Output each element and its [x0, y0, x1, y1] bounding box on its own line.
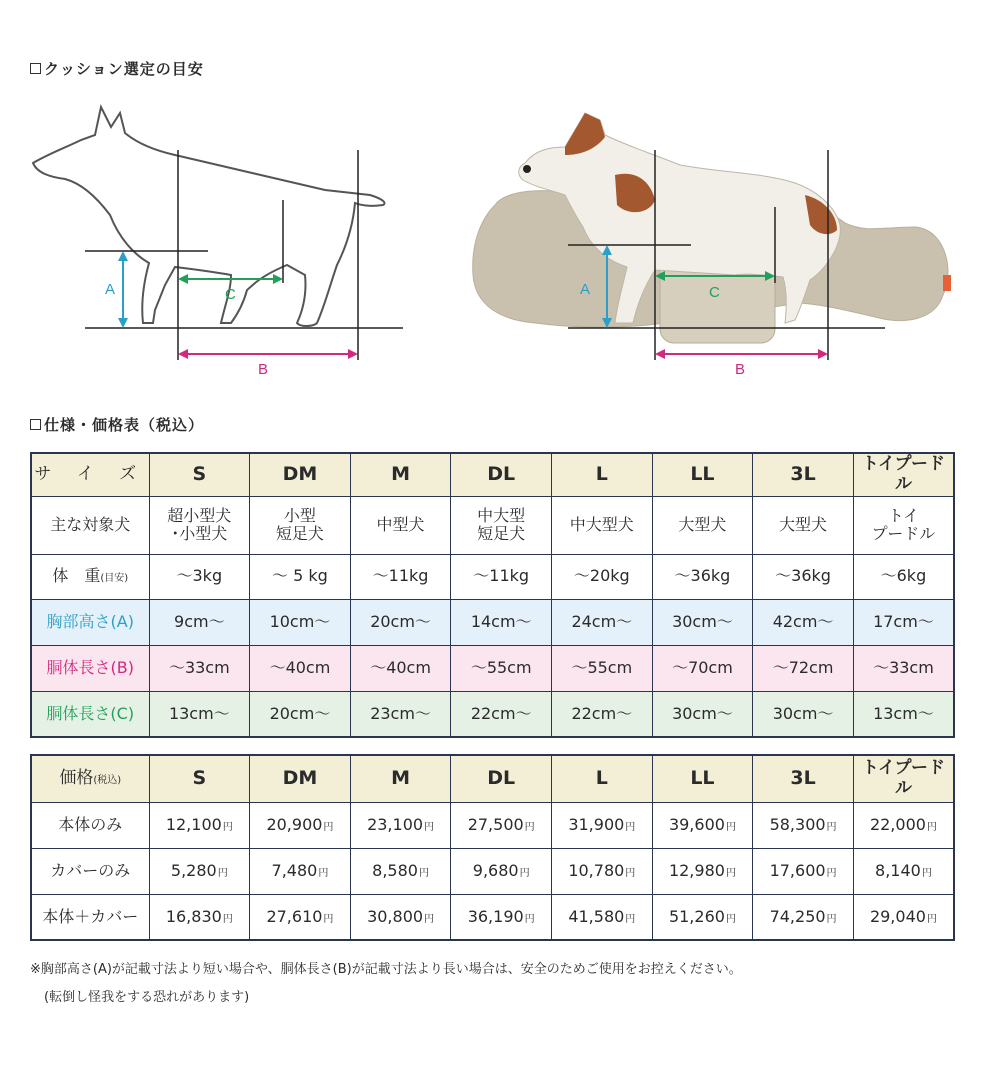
size-header: LL	[652, 755, 753, 802]
table-cell: ～40cm	[350, 645, 451, 691]
table-cell: 9cm～	[149, 599, 250, 645]
price-cell: 41,580円	[552, 894, 653, 940]
price-cell: 8,580円	[350, 848, 451, 894]
size-header: トイプードル	[853, 755, 954, 802]
spec-row-body-length-c	[31, 691, 954, 737]
size-header: L	[552, 755, 653, 802]
price-header-text: 価格	[59, 767, 94, 788]
table-cell: ～72cm	[753, 645, 854, 691]
table-cell: ～55cm	[552, 645, 653, 691]
table-cell: ～ 5 kg	[250, 554, 351, 599]
price-cell: 36,190円	[451, 894, 552, 940]
size-header: L	[552, 453, 653, 496]
table-cell: ～6kg	[853, 554, 954, 599]
size-header: 3L	[753, 755, 854, 802]
row-label-text: 体 重	[52, 566, 101, 586]
price-cell: 20,900円	[250, 802, 351, 848]
size-header: DM	[250, 453, 351, 496]
table-cell: ～11kg	[350, 554, 451, 599]
table-cell: 22cm～	[451, 691, 552, 737]
price-cell: 27,610円	[250, 894, 351, 940]
table-cell: ～33cm	[149, 645, 250, 691]
spec-row-target-dog	[31, 496, 954, 554]
section-title-text: 仕様・価格表（税込）	[44, 416, 205, 434]
size-header: M	[350, 755, 451, 802]
table-cell: トイ プードル	[853, 496, 954, 554]
price-cell: 31,900円	[552, 802, 653, 848]
price-cell: 74,250円	[753, 894, 854, 940]
price-cell: 58,300円	[753, 802, 854, 848]
size-header: M	[350, 453, 451, 496]
table-cell: 小型 短足犬	[250, 496, 351, 554]
spec-row-chest-height	[31, 599, 954, 645]
section-title-text: クッション選定の目安	[44, 60, 204, 78]
table-cell: 中型犬	[350, 496, 451, 554]
price-cell: 8,140円	[853, 848, 954, 894]
size-header: DL	[451, 453, 552, 496]
price-table	[30, 754, 955, 941]
table-cell: 中大型犬	[552, 496, 653, 554]
table-cell: 10cm～	[250, 599, 351, 645]
price-cell: 30,800円	[350, 894, 451, 940]
size-header: 3L	[753, 453, 854, 496]
size-header: DL	[451, 755, 552, 802]
table-cell: 20cm～	[250, 691, 351, 737]
price-cell: 22,000円	[853, 802, 954, 848]
table-cell: ～11kg	[451, 554, 552, 599]
price-cell: 9,680円	[451, 848, 552, 894]
table-cell: 13cm～	[853, 691, 954, 737]
price-cell: 16,830円	[149, 894, 250, 940]
label-a: A	[105, 281, 116, 298]
price-cell: 29,040円	[853, 894, 954, 940]
row-label	[31, 554, 149, 599]
price-cell: 27,500円	[451, 802, 552, 848]
table-cell: 14cm～	[451, 599, 552, 645]
table-cell: ～40cm	[250, 645, 351, 691]
table-cell: 超小型犬 ･小型犬	[149, 496, 250, 554]
spec-row-body-length-b	[31, 645, 954, 691]
table-cell: 20cm～	[350, 599, 451, 645]
table-cell: 42cm～	[753, 599, 854, 645]
table-cell: ～36kg	[652, 554, 753, 599]
price-cell: 51,260円	[652, 894, 753, 940]
price-row-body-and-cover	[31, 894, 954, 940]
footnote-line-1: ※胸部高さ(A)が記載寸法より短い場合や、胴体長さ(B)が記載寸法より長い場合は、安全のためご使用をお控えください。	[30, 962, 742, 977]
table-cell: 23cm～	[350, 691, 451, 737]
row-label: 胴体長さ(C)	[31, 691, 149, 737]
label-c: C	[709, 284, 720, 301]
size-header: S	[149, 453, 250, 496]
row-label-note: (目安)	[100, 573, 129, 585]
table-cell: 大型犬	[753, 496, 854, 554]
table-cell: ～3kg	[149, 554, 250, 599]
spec-table	[30, 452, 955, 738]
price-header-row	[31, 755, 954, 802]
spec-header-label: サ イ ズ	[31, 453, 149, 496]
table-cell: ～36kg	[753, 554, 854, 599]
price-cell: 23,100円	[350, 802, 451, 848]
spec-row-weight	[31, 554, 954, 599]
table-cell: 17cm～	[853, 599, 954, 645]
dog-outline-diagram	[25, 95, 420, 390]
table-cell: 13cm～	[149, 691, 250, 737]
price-row-cover-only	[31, 848, 954, 894]
price-cell: 12,980円	[652, 848, 753, 894]
row-label: 胴体長さ(B)	[31, 645, 149, 691]
table-cell: 30cm～	[753, 691, 854, 737]
price-cell: 5,280円	[149, 848, 250, 894]
dog-on-cushion-photo	[465, 95, 955, 390]
price-header-label	[31, 755, 149, 802]
price-cell: 10,780円	[552, 848, 653, 894]
table-cell: ～20kg	[552, 554, 653, 599]
row-label: 本体＋カバー	[31, 894, 149, 940]
label-b: B	[258, 361, 269, 378]
size-header: トイプードル	[853, 453, 954, 496]
footnote-line-2: (転倒し怪我をする恐れがあります)	[44, 990, 250, 1005]
checkbox-icon	[30, 419, 41, 430]
table-cell: 22cm～	[552, 691, 653, 737]
price-row-body-only	[31, 802, 954, 848]
label-b: B	[735, 361, 746, 378]
price-cell: 7,480円	[250, 848, 351, 894]
dog-outline	[33, 107, 384, 326]
table-cell: 中大型 短足犬	[451, 496, 552, 554]
table-cell: ～33cm	[853, 645, 954, 691]
table-cell: 大型犬	[652, 496, 753, 554]
row-label: 胸部高さ(A)	[31, 599, 149, 645]
price-cell: 39,600円	[652, 802, 753, 848]
size-header: DM	[250, 755, 351, 802]
size-header: S	[149, 755, 250, 802]
row-label: 主な対象犬	[31, 496, 149, 554]
price-header-note: (税込)	[93, 774, 122, 786]
table-cell: 30cm～	[652, 599, 753, 645]
table-cell: ～55cm	[451, 645, 552, 691]
table-cell: ～70cm	[652, 645, 753, 691]
section-title-cushion-guide	[30, 58, 204, 79]
footnote	[30, 956, 742, 1012]
label-c: C	[225, 286, 236, 303]
table-cell: 24cm～	[552, 599, 653, 645]
size-header: LL	[652, 453, 753, 496]
label-a: A	[580, 281, 591, 298]
spec-header-row	[31, 453, 954, 496]
section-title-spec-price	[30, 414, 204, 435]
price-cell: 17,600円	[753, 848, 854, 894]
row-label: 本体のみ	[31, 802, 149, 848]
price-cell: 12,100円	[149, 802, 250, 848]
checkbox-icon	[30, 63, 41, 74]
table-cell: 30cm～	[652, 691, 753, 737]
row-label: カバーのみ	[31, 848, 149, 894]
